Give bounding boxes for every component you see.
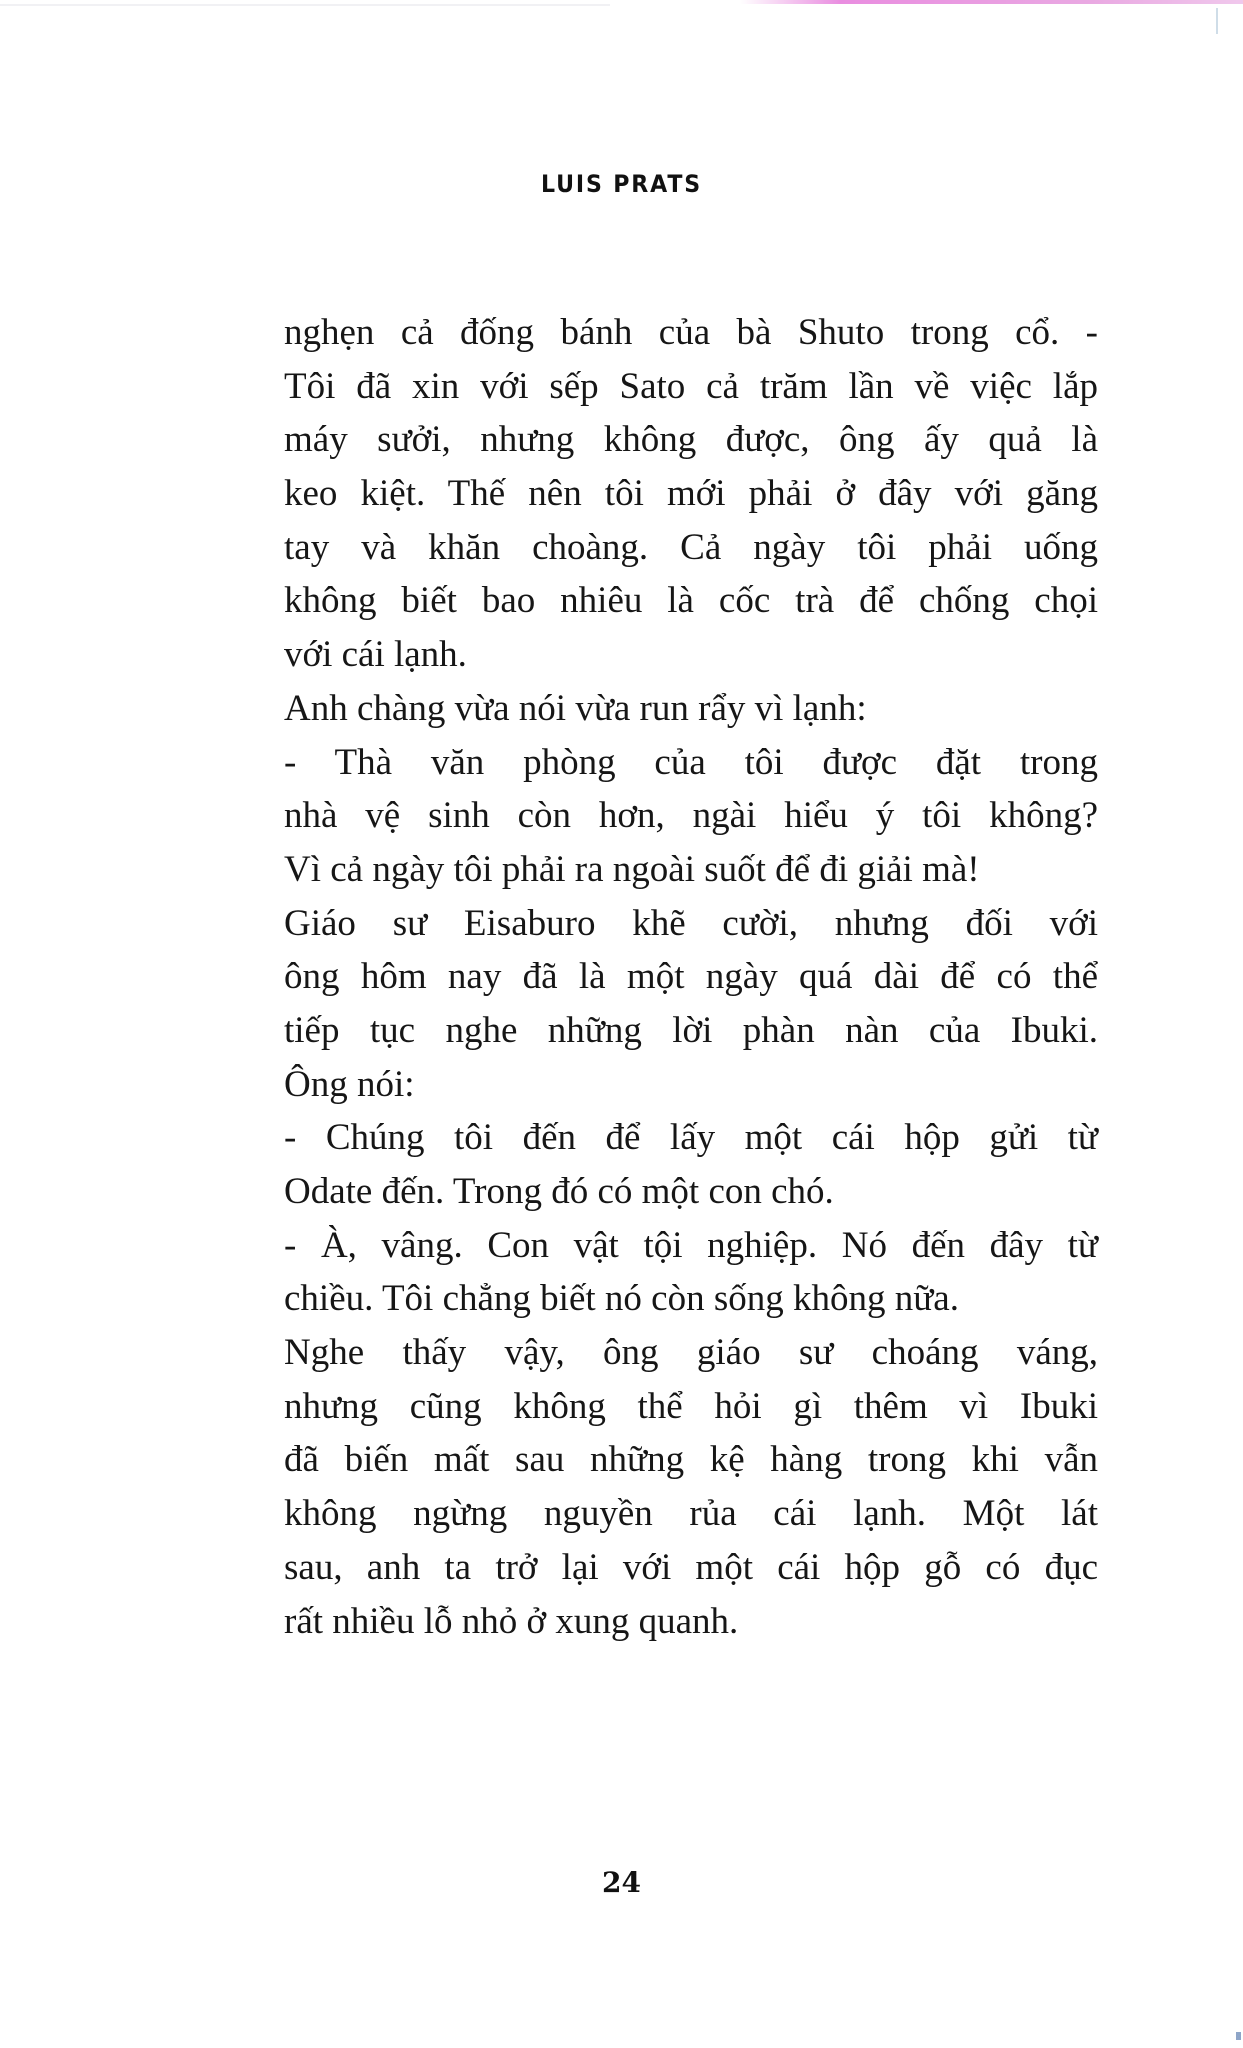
text-line: keo kiệt. Thế nên tôi mới phải ở đây với găng <box>284 473 1098 515</box>
text-line: Ông nói: <box>284 1063 415 1105</box>
text-line: rất nhiều lỗ nhỏ ở xung quanh. <box>284 1600 739 1642</box>
text-line: đã biến mất sau những kệ hàng trong khi vẫn <box>284 1439 1098 1481</box>
text-line: với cái lạnh. <box>284 634 467 676</box>
text-line: tay và khăn choàng. Cả ngày tôi phải uống <box>284 526 1098 568</box>
text-line: nhưng cũng không thể hỏi gì thêm vì Ibuki <box>284 1385 1098 1427</box>
text-line: nghẹn cả đống bánh của bà Shuto trong cổ. - <box>284 312 1098 353</box>
text-line: Odate đến. Trong đó có một con chó. <box>284 1171 834 1212</box>
text-line: ông hôm nay đã là một ngày quá dài để có thể <box>284 956 1098 998</box>
text-line: nhà vệ sinh còn hơn, ngài hiểu ý tôi không? <box>284 795 1098 837</box>
scan-edge-top <box>0 4 610 6</box>
text-line: Giáo sư Eisaburo khẽ cười, nhưng đối với <box>284 902 1098 944</box>
text-line: Anh chàng vừa nói vừa run rẩy vì lạnh: <box>284 687 867 729</box>
body-text <box>284 306 1098 1648</box>
text-line: máy sưởi, nhưng không được, ông ấy quả là <box>284 419 1098 461</box>
scan-corner-mark <box>1236 2032 1241 2040</box>
text-line: chiều. Tôi chẳng biết nó còn sống không nữa. <box>284 1278 959 1320</box>
text-line: tiếp tục nghe những lời phàn nàn của Ibuki. <box>284 1009 1098 1051</box>
scan-edge-color-band <box>740 0 1243 4</box>
text-line: không biết bao nhiêu là cốc trà để chống chọi <box>284 580 1098 622</box>
text-line: - Chúng tôi đến để lấy một cái hộp gửi từ <box>284 1117 1098 1159</box>
text-line: - Thà văn phòng của tôi được đặt trong <box>284 741 1098 783</box>
text-line: Tôi đã xin với sếp Sato cả trăm lần về việc lắp <box>284 365 1098 407</box>
running-head-author: LUIS PRATS <box>541 170 702 198</box>
text-line: sau, anh ta trở lại với một cái hộp gỗ có đục <box>284 1546 1098 1588</box>
page-number: 24 <box>602 1866 641 1899</box>
text-line: Vì cả ngày tôi phải ra ngoài suốt để đi giải mà! <box>284 848 980 890</box>
text-line: - À, vâng. Con vật tội nghiệp. Nó đến đây từ <box>284 1224 1098 1266</box>
text-line: không ngừng nguyền rủa cái lạnh. Một lát <box>284 1493 1098 1535</box>
text-line: Nghe thấy vậy, ông giáo sư choáng váng, <box>284 1332 1098 1374</box>
scan-edge-mark <box>1216 8 1218 34</box>
